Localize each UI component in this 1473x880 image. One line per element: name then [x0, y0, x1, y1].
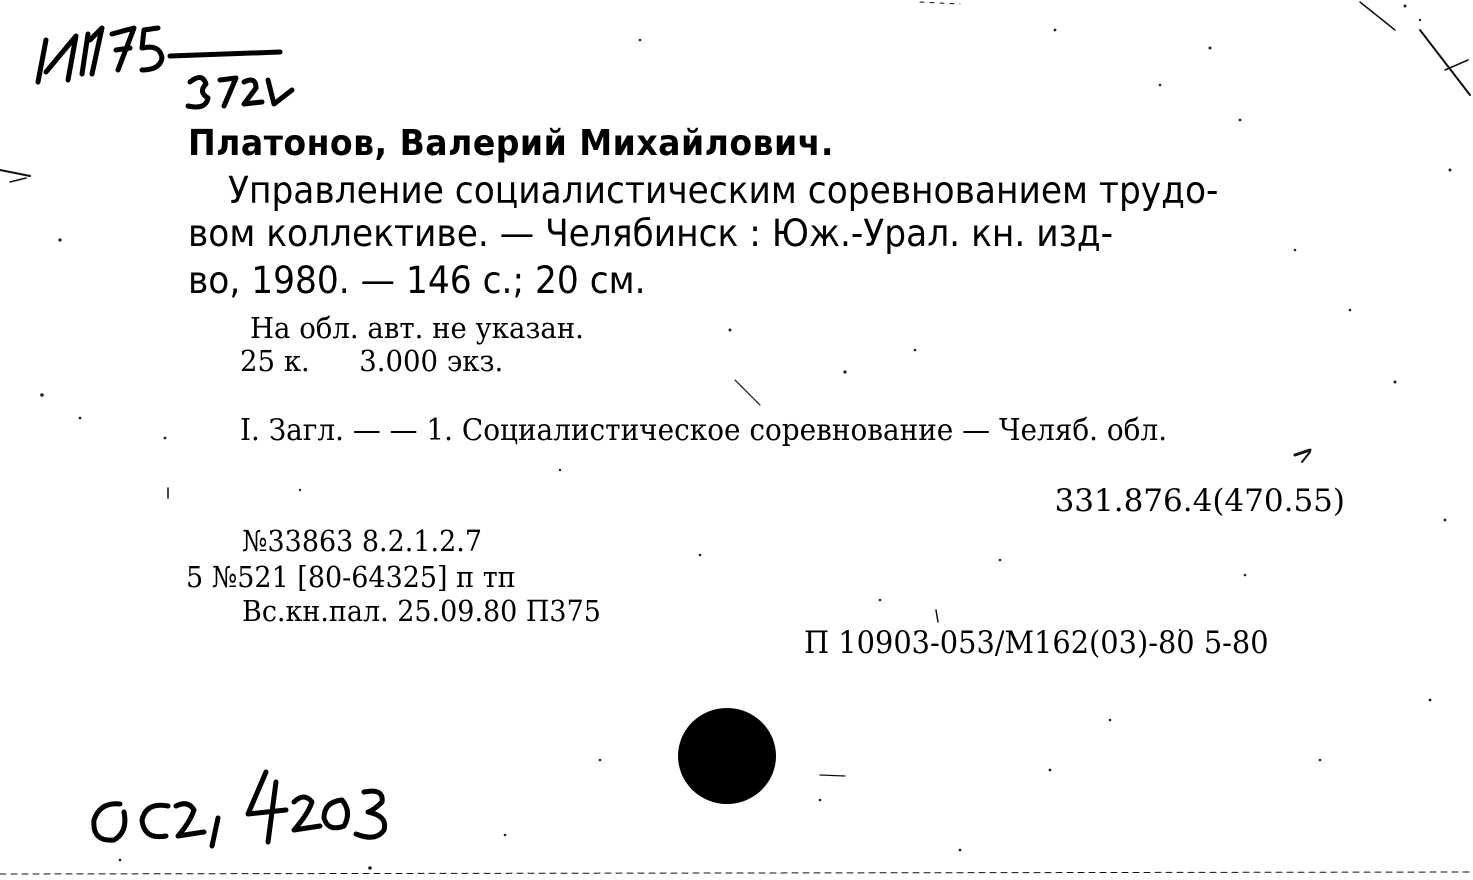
- handwritten-shelfmark: [30, 10, 320, 120]
- title-line-2: вом коллективе. — Челябинск : Юж.-Урал. кн. изд-: [188, 212, 1114, 255]
- tracings-line: I. Загл. — — 1. Социалистическое соревнование — Челяб. обл.: [240, 413, 1168, 448]
- author-heading: Платонов, Валерий Михайлович.: [188, 123, 834, 164]
- title-line-1: Управление социалистическим соревнованием трудо-: [228, 169, 1219, 212]
- technical-line-1: №33863 8.2.1.2.7: [242, 524, 482, 558]
- print-run: 3.000 экз.: [359, 344, 504, 378]
- technical-line-3: Вс.кн.пал. 25.09.80 П375: [242, 594, 601, 628]
- note-price-print-run: [240, 344, 504, 378]
- price: 25 к.: [240, 344, 310, 378]
- card-punch-hole: [678, 708, 776, 804]
- technical-line-2: 5 №521 [80-64325] п тп: [186, 560, 516, 594]
- note-author-not-stated: На обл. авт. не указан.: [250, 311, 584, 345]
- classification-number: 331.876.4(470.55): [1054, 483, 1345, 519]
- publisher-code: П 10903-053/М162(03)-80 5-80: [804, 625, 1269, 661]
- title-line-3: во, 1980. — 146 с.; 20 см.: [188, 259, 646, 302]
- handwritten-inventory-number: [80, 762, 460, 862]
